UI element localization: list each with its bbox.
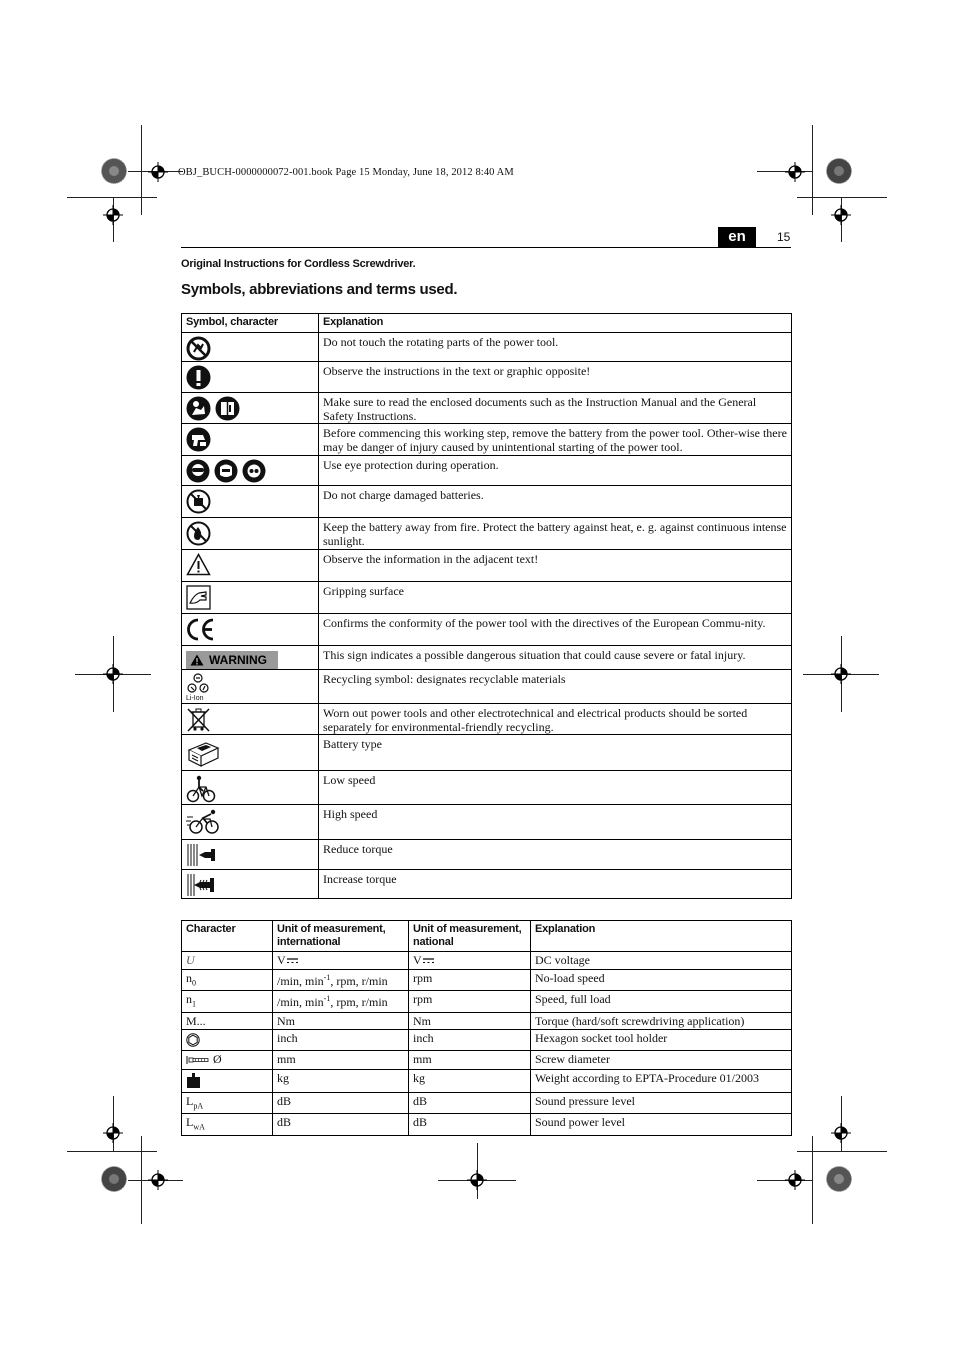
table-header-row	[182, 314, 792, 333]
battery-type-icon	[186, 738, 220, 768]
explanation-text: Observe the information in the adjacent text!	[323, 552, 539, 566]
explanation-text: Screw diameter	[535, 1051, 610, 1066]
dc-current-icon	[287, 958, 298, 964]
table-row	[182, 393, 792, 424]
unit-superscript: -1	[323, 973, 331, 982]
symbols-table	[181, 313, 792, 899]
character-cell: L	[186, 1115, 194, 1130]
explanation-text: Make sure to read the enclosed documents such as the Instruction Manual and the General Safety Instructions.	[323, 395, 757, 423]
table-row	[182, 670, 792, 704]
explanation-text: Hexagon socket tool holder	[535, 1030, 668, 1045]
column-header-symbol: Symbol, character	[182, 314, 319, 333]
document-title: Original Instructions for Cordless Screwdriver.	[181, 258, 416, 270]
reduce-torque-icon	[186, 843, 218, 867]
units-table	[181, 920, 792, 1136]
color-dial-icon	[826, 158, 852, 184]
table-row	[182, 1114, 792, 1135]
explanation-text: Weight according to EPTA-Procedure 01/2003	[535, 1070, 760, 1085]
section-title: Symbols, abbreviations and terms used.	[181, 281, 458, 298]
screw-diameter-icon	[186, 1055, 210, 1065]
registration-mark-icon	[148, 162, 168, 182]
table-row	[182, 486, 792, 518]
unit-national: V	[413, 953, 422, 967]
unit-national: Nm	[413, 1013, 431, 1028]
table-row	[182, 582, 792, 614]
table-row	[182, 805, 792, 840]
character-cell: L	[186, 1093, 194, 1108]
no-charge-damaged-battery-icon	[186, 489, 211, 514]
safety-glasses-icon	[242, 459, 266, 483]
explanation-text: Torque (hard/soft screwdriving application)	[535, 1013, 745, 1028]
column-header-explanation: Explanation	[319, 314, 792, 333]
read-manual-icon	[186, 396, 211, 421]
color-dial-icon	[101, 1166, 127, 1192]
crossed-bin-icon	[186, 707, 211, 734]
character-cell: n	[186, 992, 192, 1007]
unit-national: rpm	[413, 971, 433, 985]
explanation-text: Before commencing this working step, remove the battery from the power tool. Other-wise there may be danger of injury caused by unintentional starting of the power tool.	[323, 426, 787, 454]
explanation-text: Reduce torque	[323, 842, 393, 856]
header-rule	[181, 247, 791, 248]
character-subscript: wA	[193, 1122, 205, 1132]
unit-international: mm	[277, 1051, 296, 1066]
exclamation-icon	[186, 365, 211, 390]
unit-international: dB	[277, 1093, 292, 1108]
low-speed-bicycle-icon	[186, 774, 216, 804]
table-row	[182, 1029, 792, 1050]
table-row	[182, 704, 792, 735]
table-row	[182, 1092, 792, 1113]
book-icon	[215, 396, 240, 421]
remove-battery-icon	[186, 427, 211, 452]
explanation-text: Battery type	[323, 737, 382, 751]
table-row	[182, 771, 792, 805]
dc-current-icon	[423, 958, 434, 964]
table-row	[182, 1069, 792, 1092]
unit-superscript: -1	[323, 994, 331, 1004]
explanation-text: Low speed	[323, 773, 376, 787]
table-row	[182, 870, 792, 899]
column-header-unit-national: Unit of measurement, national	[409, 921, 531, 952]
explanation-text: Recycling symbol: designates recyclable materials	[323, 672, 566, 686]
unit-national: kg	[413, 1070, 425, 1085]
recycling-li-ion-icon	[186, 673, 210, 695]
warning-sign	[186, 651, 278, 669]
character-cell: U	[186, 953, 195, 967]
table-row	[182, 456, 792, 486]
explanation-text: Worn out power tools and other electrotechnical and electrical products should be sorted separately for environmental-friendly recycling.	[323, 706, 748, 734]
explanation-text: High speed	[323, 807, 378, 821]
registration-mark-icon	[103, 664, 123, 684]
character-cell: n	[186, 971, 192, 985]
gripping-surface-icon	[186, 585, 211, 610]
warning-label: WARNING	[209, 653, 267, 667]
explanation-text: Keep the battery away from fire. Protect the battery against heat, e. g. against continuous intense sunlight.	[323, 520, 787, 548]
unit-national: inch	[413, 1030, 434, 1045]
unit-national: dB	[413, 1093, 428, 1108]
explanation-text: Sound pressure level	[535, 1093, 635, 1108]
unit-national: rpm	[413, 992, 433, 1007]
warning-sign-icon	[190, 654, 204, 666]
table-header-row	[182, 921, 792, 952]
unit-international-suffix: , rpm, r/min	[330, 995, 388, 1010]
explanation-text: Gripping surface	[323, 584, 404, 598]
high-speed-bicycle-icon	[186, 808, 220, 836]
table-row	[182, 1012, 792, 1029]
goggles-icon	[186, 459, 210, 483]
explanation-text: Sound power level	[535, 1115, 625, 1130]
table-row	[182, 424, 792, 456]
registration-mark-icon	[831, 205, 851, 225]
li-ion-label: Li-Ion	[186, 695, 204, 702]
no-fire-icon	[186, 521, 211, 546]
character-subscript: pA	[193, 1101, 204, 1111]
explanation-text: Use eye protection during operation.	[323, 458, 499, 472]
color-dial-icon	[101, 158, 127, 184]
hexagon-icon	[186, 1033, 200, 1047]
increase-torque-icon	[186, 873, 218, 897]
explanation-text: Increase torque	[323, 872, 397, 886]
character-cell: M...	[186, 1013, 206, 1028]
registration-mark-icon	[785, 162, 805, 182]
unit-international: /min, min	[277, 974, 324, 988]
registration-mark-icon	[831, 664, 851, 684]
table-row	[182, 1050, 792, 1069]
language-badge: en	[718, 227, 756, 247]
explanation-text: Speed, full load	[535, 992, 611, 1007]
explanation-text: Do not charge damaged batteries.	[323, 488, 484, 502]
print-header: OBJ_BUCH-0000000072-001.book Page 15 Monday, June 18, 2012 8:40 AM	[178, 167, 514, 178]
face-shield-icon	[214, 459, 238, 483]
registration-mark-icon	[831, 1123, 851, 1143]
unit-international: kg	[277, 1070, 289, 1085]
registration-mark-icon	[785, 1170, 805, 1190]
table-row	[182, 646, 792, 670]
character-subscript: 1	[192, 999, 196, 1009]
color-dial-icon	[826, 1166, 852, 1192]
table-row	[182, 550, 792, 582]
explanation-text: Do not touch the rotating parts of the power tool.	[323, 335, 559, 349]
explanation-text: DC voltage	[535, 953, 590, 967]
unit-international: V	[277, 953, 286, 967]
explanation-text: This sign indicates a possible dangerous situation that could cause severe or fatal injury.	[323, 648, 746, 662]
column-header-character: Character	[182, 921, 273, 952]
table-row	[182, 362, 792, 393]
character-subscript: 0	[192, 978, 196, 988]
registration-mark-icon	[103, 205, 123, 225]
unit-national: mm	[413, 1051, 432, 1066]
warning-triangle-icon	[186, 553, 211, 576]
unit-national: dB	[413, 1115, 428, 1130]
unit-international: dB	[277, 1115, 292, 1130]
table-row	[182, 991, 792, 1012]
table-row	[182, 614, 792, 646]
unit-international: Nm	[277, 1013, 295, 1028]
registration-mark-icon	[148, 1170, 168, 1190]
explanation-text: Confirms the conformity of the power tool with the directives of the European Commu-nity.	[323, 616, 766, 630]
column-header-explanation: Explanation	[531, 921, 792, 952]
table-row	[182, 970, 792, 991]
weight-icon	[186, 1072, 201, 1089]
table-row	[182, 840, 792, 870]
column-header-unit-international: Unit of measurement, international	[273, 921, 409, 952]
unit-international: /min, min	[277, 995, 324, 1010]
ce-mark-icon	[186, 617, 216, 642]
explanation-text: Observe the instructions in the text or graphic opposite!	[323, 364, 591, 378]
table-row	[182, 518, 792, 550]
registration-mark-icon	[103, 1123, 123, 1143]
table-row	[182, 333, 792, 362]
table-row	[182, 952, 792, 970]
registration-mark-icon	[467, 1170, 487, 1190]
no-touch-rotating-icon	[186, 336, 211, 361]
unit-international: inch	[277, 1030, 298, 1045]
diameter-symbol: Ø	[213, 1051, 222, 1066]
table-row	[182, 735, 792, 771]
page-number: 15	[777, 230, 791, 244]
unit-international-suffix: , rpm, r/min	[330, 974, 388, 988]
explanation-text: No-load speed	[535, 971, 605, 985]
